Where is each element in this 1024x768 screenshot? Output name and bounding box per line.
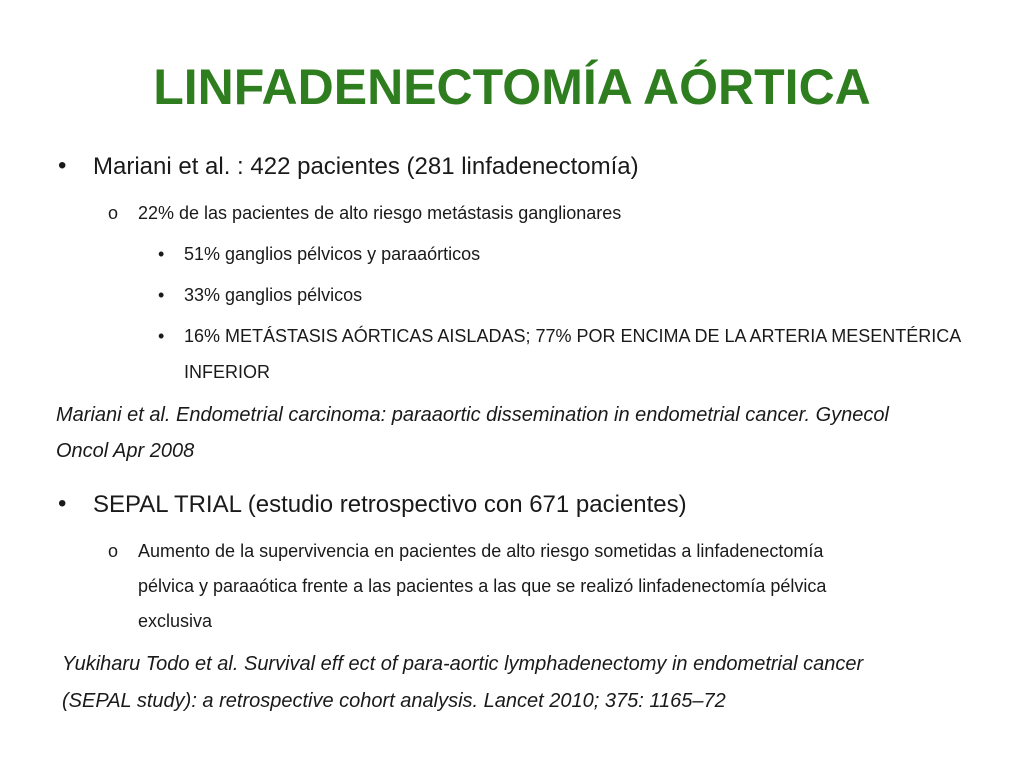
bullet-level1: •: [58, 490, 67, 517]
bullet-level2: o: [108, 203, 119, 223]
section1-item-3-cont: INFERIOR: [184, 362, 271, 382]
bullet-level3: •: [158, 285, 165, 305]
section2-reference-line1: Yukiharu Todo et al. Survival eff ect of para-aortic lymphadenectomy in endometrial cancer: [62, 653, 864, 675]
bullet-level1: •: [58, 152, 67, 179]
section2-reference-line2: (SEPAL study): a retrospective cohort analysis. Lancet 2010; 375: 1165–72: [62, 690, 726, 712]
bullet-level3: •: [158, 244, 165, 264]
section1-heading: Mariani et al. : 422 pacientes (281 linfadenectomía): [93, 153, 639, 180]
section2-sub-line2: pélvica y paraaótica frente a las pacientes a las que se realizó linfadenectomía pélvica: [138, 576, 827, 596]
section1-sub: 22% de las pacientes de alto riesgo metástasis ganglionares: [138, 203, 622, 223]
section1-reference-line2: Oncol Apr 2008: [56, 440, 195, 462]
section1-item-2: 33% ganglios pélvicos: [184, 285, 363, 305]
bullet-level3: •: [158, 326, 165, 346]
section2-sub-line3: exclusiva: [138, 611, 213, 631]
section1-reference-line1: Mariani et al. Endometrial carcinoma: paraaortic dissemination in endometrial cancer. Gynecol: [56, 404, 889, 426]
section2-heading: SEPAL TRIAL (estudio retrospectivo con 671 pacientes): [93, 491, 687, 518]
bullet-level2: o: [108, 541, 119, 561]
section2-sub-line1: Aumento de la supervivencia en pacientes de alto riesgo sometidas a linfadenectomía: [138, 541, 824, 561]
section1-item-3: 16% METÁSTASIS AÓRTICAS AISLADAS; 77% POR ENCIMA DE LA ARTERIA MESENTÉRICA: [184, 326, 962, 346]
section1-item-1: 51% ganglios pélvicos y paraaórticos: [184, 244, 481, 264]
slide-title: LINFADENECTOMÍA AÓRTICA: [153, 59, 871, 115]
